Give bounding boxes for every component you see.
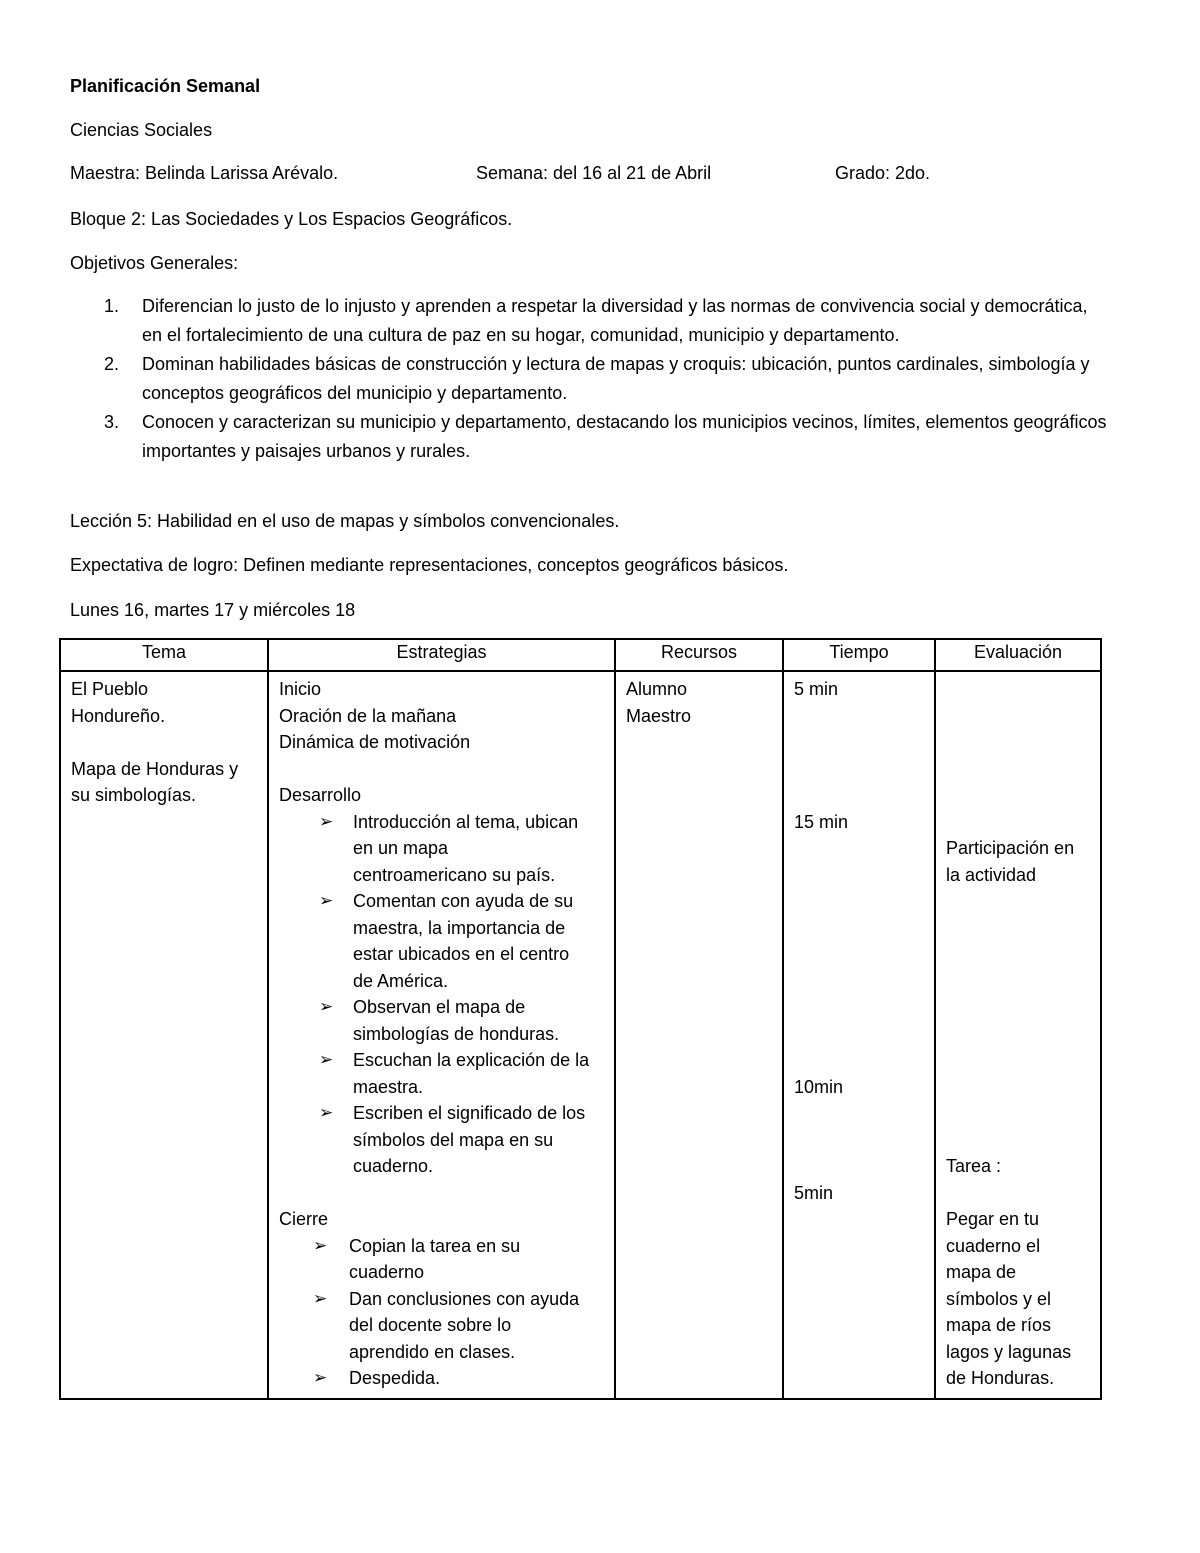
recursos-cell: Alumno Maestro: [615, 671, 783, 1399]
inicio-label: Inicio: [279, 679, 322, 699]
estrategias-cell: Inicio Oración de la mañana Dinámica de motivación Desarrollo ➢ Introducción al tema, ubican en un mapa centroamericano su país. ➢ Comentan con ayuda de su maestra, la importancia de estar ubicados en el centro de América. ➢ Observan el mapa de simbologías de honduras. ➢ Escuchan la explicación de la maestra. ➢ Escriben el significado de los símbolos del mapa en su cuaderno. Cierre ➢ Copian la tarea en su cuaderno ➢ Dan conclusiones con ayuda del docente sobre lo aprendido en clases. ➢ Despedida.: [268, 671, 615, 1399]
list-item: ➢ Introducción al tema, ubican: [279, 809, 604, 836]
arrow-bullet-icon: ➢: [319, 1050, 334, 1069]
list-item: ➢ Observan el mapa de: [279, 994, 604, 1021]
desarrollo-label: Desarrollo: [279, 785, 362, 805]
objective-item: 2. Dominan habilidades básicas de construcción y lectura de mapas y croquis: ubicación, puntos cardinales, simbología y conceptos geográficos del municipio y departamento.: [104, 354, 1090, 403]
column-header-tiempo: Tiempo: [783, 639, 935, 671]
planning-table: [59, 638, 1102, 1400]
table-header-row: [60, 639, 1101, 671]
objectives-list: [70, 292, 1110, 466]
tiempo-cell: 5 min 15 min 10min 5min: [783, 671, 935, 1399]
list-item: ➢ Dan conclusiones con ayuda: [279, 1286, 604, 1313]
objectives-heading: Objetivos Generales:: [70, 253, 239, 273]
arrow-bullet-icon: ➢: [313, 1368, 328, 1387]
teacher-name: Maestra: Belinda Larissa Arévalo.: [70, 163, 339, 183]
arrow-bullet-icon: ➢: [319, 811, 334, 831]
objective-item: 3. Conocen y caracterizan su municipio y departamento, destacando los municipios vecinos, límites, elementos geográficos importantes y paisajes urbanos y rurales.: [104, 412, 1107, 461]
list-item: ➢ Copian la tarea en su: [279, 1233, 604, 1260]
evaluacion-cell: Participación en la actividad Tarea : Pegar en tu cuaderno el mapa de símbolos y el mapa de ríos lagos y lagunas de Honduras.: [935, 671, 1101, 1399]
week-range: Semana: del 16 al 21 de Abril: [476, 163, 712, 183]
column-header-tema: Tema: [60, 639, 268, 671]
header-info-row: [70, 163, 1130, 185]
arrow-bullet-icon: ➢: [319, 1103, 334, 1122]
column-header-evaluacion: Evaluación: [935, 639, 1101, 671]
column-header-estrategias: Estrategias: [268, 639, 615, 671]
cierre-label: Cierre: [279, 1209, 329, 1229]
achievement-expectation: Expectativa de logro: Definen mediante representaciones, conceptos geográficos básicos.: [70, 555, 789, 575]
table-row: [60, 671, 1101, 1399]
arrow-bullet-icon: ➢: [313, 1288, 328, 1308]
list-item: ➢ Comentan con ayuda de su: [279, 888, 604, 915]
list-item: ➢ Escriben el significado de los: [279, 1100, 604, 1127]
arrow-bullet-icon: ➢: [319, 997, 334, 1016]
list-item: ➢ Despedida.: [279, 1365, 604, 1392]
column-header-recursos: Recursos: [615, 639, 783, 671]
list-item: ➢ Escuchan la explicación de la: [279, 1047, 604, 1074]
subject-label: Ciencias Sociales: [70, 120, 213, 140]
tema-cell: El Pueblo Hondureño. Mapa de Honduras y su simbologías.: [60, 671, 268, 1399]
grade-label: Grado: 2do.: [835, 163, 931, 183]
days-label: Lunes 16, martes 17 y miércoles 18: [70, 600, 356, 620]
page-title: Planificación Semanal: [70, 76, 261, 96]
objective-item: 1. Diferencian lo justo de lo injusto y aprenden a respetar la diversidad y las normas de convivencia social y democrática, en el fortalecimiento de una cultura de paz en su hogar, comunidad, municipio y departamento.: [104, 296, 1088, 345]
block-title: Bloque 2: Las Sociedades y Los Espacios Geográficos.: [70, 209, 513, 229]
arrow-bullet-icon: ➢: [313, 1235, 328, 1255]
lesson-title: Lección 5: Habilidad en el uso de mapas y símbolos convencionales.: [70, 511, 620, 531]
arrow-bullet-icon: ➢: [319, 891, 334, 910]
